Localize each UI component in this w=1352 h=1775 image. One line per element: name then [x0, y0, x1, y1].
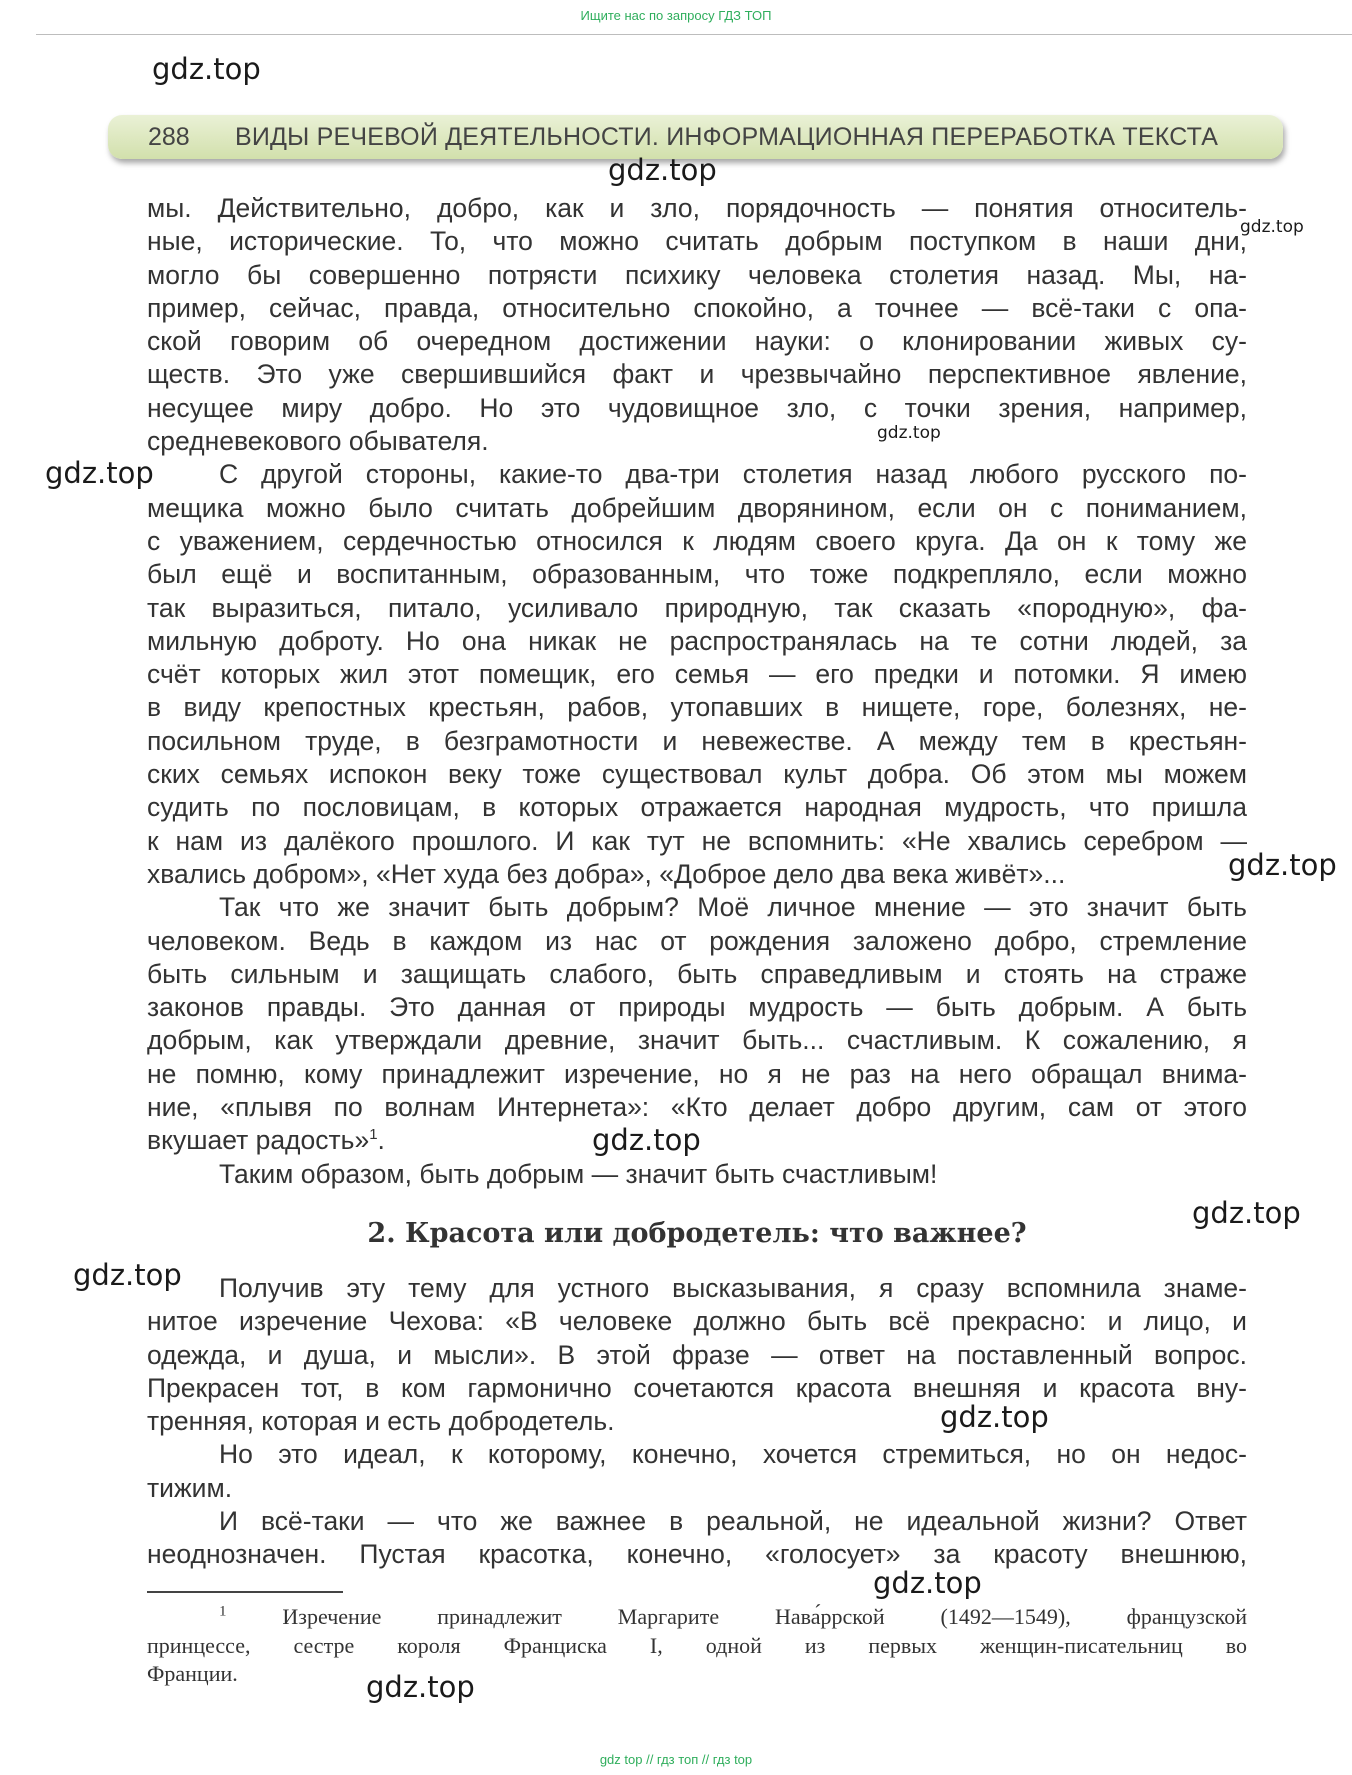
text-line: Так что же значит быть добрым? Моё личное мнение — это значит быть: [219, 892, 1247, 923]
watermark: gdz.top: [877, 423, 941, 443]
text-line: Прекрасен тот, в ком гармонично сочетаются красота внешняя и красота вну-: [147, 1372, 1247, 1403]
text-line: к нам из далёкого прошлого. И как тут не вспомнить: «Не хвались серебром —: [147, 825, 1247, 856]
page-number: 288: [148, 123, 190, 151]
watermark: gdz.top: [608, 153, 717, 187]
text-line: И всё-таки — что же важнее в реальной, не идеальной жизни? Ответ: [219, 1506, 1247, 1537]
text-line: нитое изречение Чехова: «В человеке должно быть всё прекрасно: и лицо, и: [147, 1306, 1247, 1337]
text-line: ние, «плывя по волнам Интернета»: «Кто делает добро другим, сам от этого: [147, 1092, 1247, 1123]
text-line: вкушает радость»$^1$.: [147, 1125, 385, 1156]
text-line: не помню, кому принадлежит изречение, но я не раз на него обращал внима-: [147, 1058, 1247, 1089]
text-line: хвались добром», «Нет худа без добра», «Доброе дело два века живёт»...: [147, 858, 1066, 889]
text-line: ской говорим об очередном достижении науки: о клонировании живых су-: [147, 326, 1247, 357]
section-heading: 2. Красота или добродетель: что важнее?: [367, 1218, 1027, 1249]
text-line: Таким образом, быть добрым — значит быть счастливым!: [219, 1158, 938, 1189]
text-line: несущее миру добро. Но это чудовищное зло, с точки зрения, например,: [147, 392, 1247, 423]
text-line: законов правды. Это данная от природы мудрость — быть добрым. А быть: [147, 992, 1247, 1023]
text-line: счёт которых жил этот помещик, его семья — его предки и потомки. Я имею: [147, 659, 1247, 690]
search-banner[interactable]: Ищите нас по запросу ГДЗ ТОП: [580, 8, 772, 23]
text-line: Получив эту тему для устного высказывания, я сразу вспомнила знаме-: [219, 1273, 1247, 1303]
watermark: gdz.top: [1192, 1196, 1301, 1230]
footnote: [147, 1603, 1247, 1689]
watermark: gdz.top: [940, 1400, 1049, 1434]
footnote-text: Изречение принадлежит Маргарите Нава́ррской (1492—1549), французской: [282, 1604, 1247, 1629]
text-line: в виду крепостных крестьян, рабов, утопавших в нищете, горе, болезнях, не-: [147, 692, 1247, 723]
banner-divider: [36, 34, 1352, 35]
footnote-reference[interactable]: 1: [369, 1126, 378, 1144]
text-line: могло бы совершенно потрясти психику человека столетия назад. Мы, на-: [147, 259, 1247, 290]
text-line: так выразиться, питало, усиливало природную, так сказать «породную», фа-: [147, 592, 1247, 623]
text-line: С другой стороны, какие-то два-три столетия назад любого русского по-: [219, 459, 1247, 490]
text-line: быть сильным и защищать слабого, быть справедливым и стоять на страже: [147, 958, 1247, 989]
text-line: неоднозначен. Пустая красотка, конечно, «голосует» за красоту внешнюю,: [147, 1539, 1247, 1570]
text-line: одежда, и душа, и мысли». В этой фразе — ответ на поставленный вопрос.: [147, 1339, 1247, 1370]
text-line: посильном труде, в безграмотности и невежестве. А между тем в крестьян-: [147, 725, 1247, 756]
text-line: пример, сейчас, правда, относительно спокойно, а точнее — всё-таки с опа-: [147, 292, 1247, 323]
text-line: человеком. Ведь в каждом из нас от рождения заложено добро, стремление: [147, 925, 1247, 956]
text-line: с уважением, сердечностью относился к людям своего круга. Да он к тому же: [147, 525, 1247, 556]
text-line: Но это идеал, к которому, конечно, хочется стремиться, но он недос-: [219, 1439, 1247, 1470]
text-line: тижим.: [147, 1472, 233, 1503]
watermark: gdz.top: [45, 456, 154, 490]
text-line: мы. Действительно, добро, как и зло, порядочность — понятия относитель-: [147, 193, 1247, 223]
text-line: добрым, как утверждали древние, значит быть... счастливым. К сожалению, я: [147, 1025, 1247, 1056]
running-head: ВИДЫ РЕЧЕВОЙ ДЕЯТЕЛЬНОСТИ. ИНФОРМАЦИОННАЯ ПЕРЕРАБОТКА ТЕКСТА: [235, 123, 1219, 151]
footnote-line: Франции.: [147, 1661, 238, 1686]
text-line: ные, исторические. То, что можно считать добрым поступком в наши дни,: [147, 226, 1247, 257]
watermark: gdz.top: [152, 52, 261, 86]
text-line: ских семьях испокон веку тоже существовал культ добра. Об этом мы можем: [147, 759, 1247, 790]
footnote-line: принцессе, сестре короля Франциска I, одной из первых женщин-писательниц во: [147, 1632, 1247, 1658]
text-line: был ещё и воспитанным, образованным, что тоже подкрепляло, если можно: [147, 559, 1247, 590]
bottom-links[interactable]: gdz top // гдз топ // гдз top: [599, 1752, 753, 1767]
watermark: gdz.top: [1240, 217, 1304, 237]
watermark: gdz.top: [592, 1123, 701, 1157]
text-line: ществ. Это уже свершившийся факт и чрезвычайно перспективное явление,: [147, 359, 1247, 390]
article-part-1: [147, 192, 1247, 1191]
footnote-line: [147, 1603, 1247, 1632]
article-part-2: [147, 1272, 1247, 1572]
text-line: тренняя, которая и есть добродетель.: [147, 1406, 615, 1437]
watermark: gdz.top: [73, 1258, 182, 1292]
text-line-content: вкушает радость»: [147, 1125, 370, 1156]
footnote-number: 1: [219, 1603, 227, 1620]
watermark: gdz.top: [873, 1566, 982, 1600]
watermark: gdz.top: [366, 1670, 475, 1704]
text-line: мещика можно было считать добрейшим дворянином, если он с пониманием,: [147, 492, 1247, 523]
footnote-divider: [147, 1591, 343, 1593]
watermark: gdz.top: [1228, 848, 1337, 882]
text-line: судить по пословицам, в которых отражается народная мудрость, что пришла: [147, 792, 1247, 823]
text-line: средневекового обывателя.: [147, 426, 489, 457]
text-line: мильную доброту. Но она никак не распространялась на те сотни людей, за: [147, 625, 1247, 656]
